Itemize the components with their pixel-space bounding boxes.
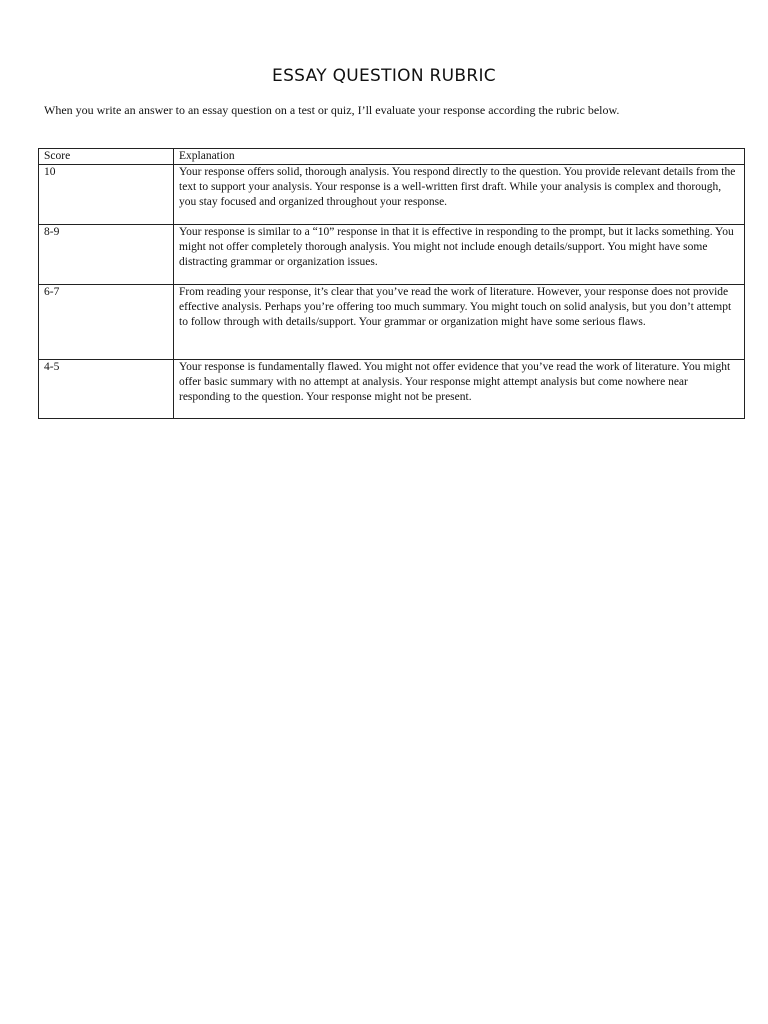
table-header-row [39, 149, 745, 165]
table-row [39, 285, 745, 360]
score-cell: 8-9 [39, 225, 174, 285]
score-cell: 4-5 [39, 360, 174, 419]
intro-paragraph: When you write an answer to an essay question on a test or quiz, I’ll evaluate your response according the rubric below. [44, 103, 620, 117]
table-row [39, 165, 745, 225]
table-row [39, 225, 745, 285]
score-cell: 6-7 [39, 285, 174, 360]
explanation-cell: Your response is similar to a “10” response in that it is effective in responding to the prompt, but it lacks something. You might not offer completely thorough analysis. You might not include enough details/support. You might have some distracting grammar or organization issues. [174, 225, 745, 285]
score-column-header: Score [39, 149, 174, 165]
score-cell: 10 [39, 165, 174, 225]
explanation-column-header: Explanation [174, 149, 745, 165]
explanation-cell: From reading your response, it’s clear that you’ve read the work of literature. However, your response does not provide effective analysis. Perhaps you’re offering too much summary. You might touch on solid analysis, but you don’t attempt to follow through with details/support. Your grammar or organization might have some serious flaws. [174, 285, 745, 360]
explanation-cell: Your response offers solid, thorough analysis. You respond directly to the question. You provide relevant details from the text to support your analysis. Your response is a well-written first draft. While your analysis is complex and thorough, you stay focused and organized throughout your response. [174, 165, 745, 225]
rubric-table [38, 148, 745, 419]
table-row [39, 360, 745, 419]
explanation-cell: Your response is fundamentally flawed. You might not offer evidence that you’ve read the work of literature. You might offer basic summary with no attempt at analysis. Your response might attempt analysis but come nowhere near responding to the question. Your response might not be present. [174, 360, 745, 419]
page-title: ESSAY QUESTION RUBRIC [272, 66, 496, 86]
